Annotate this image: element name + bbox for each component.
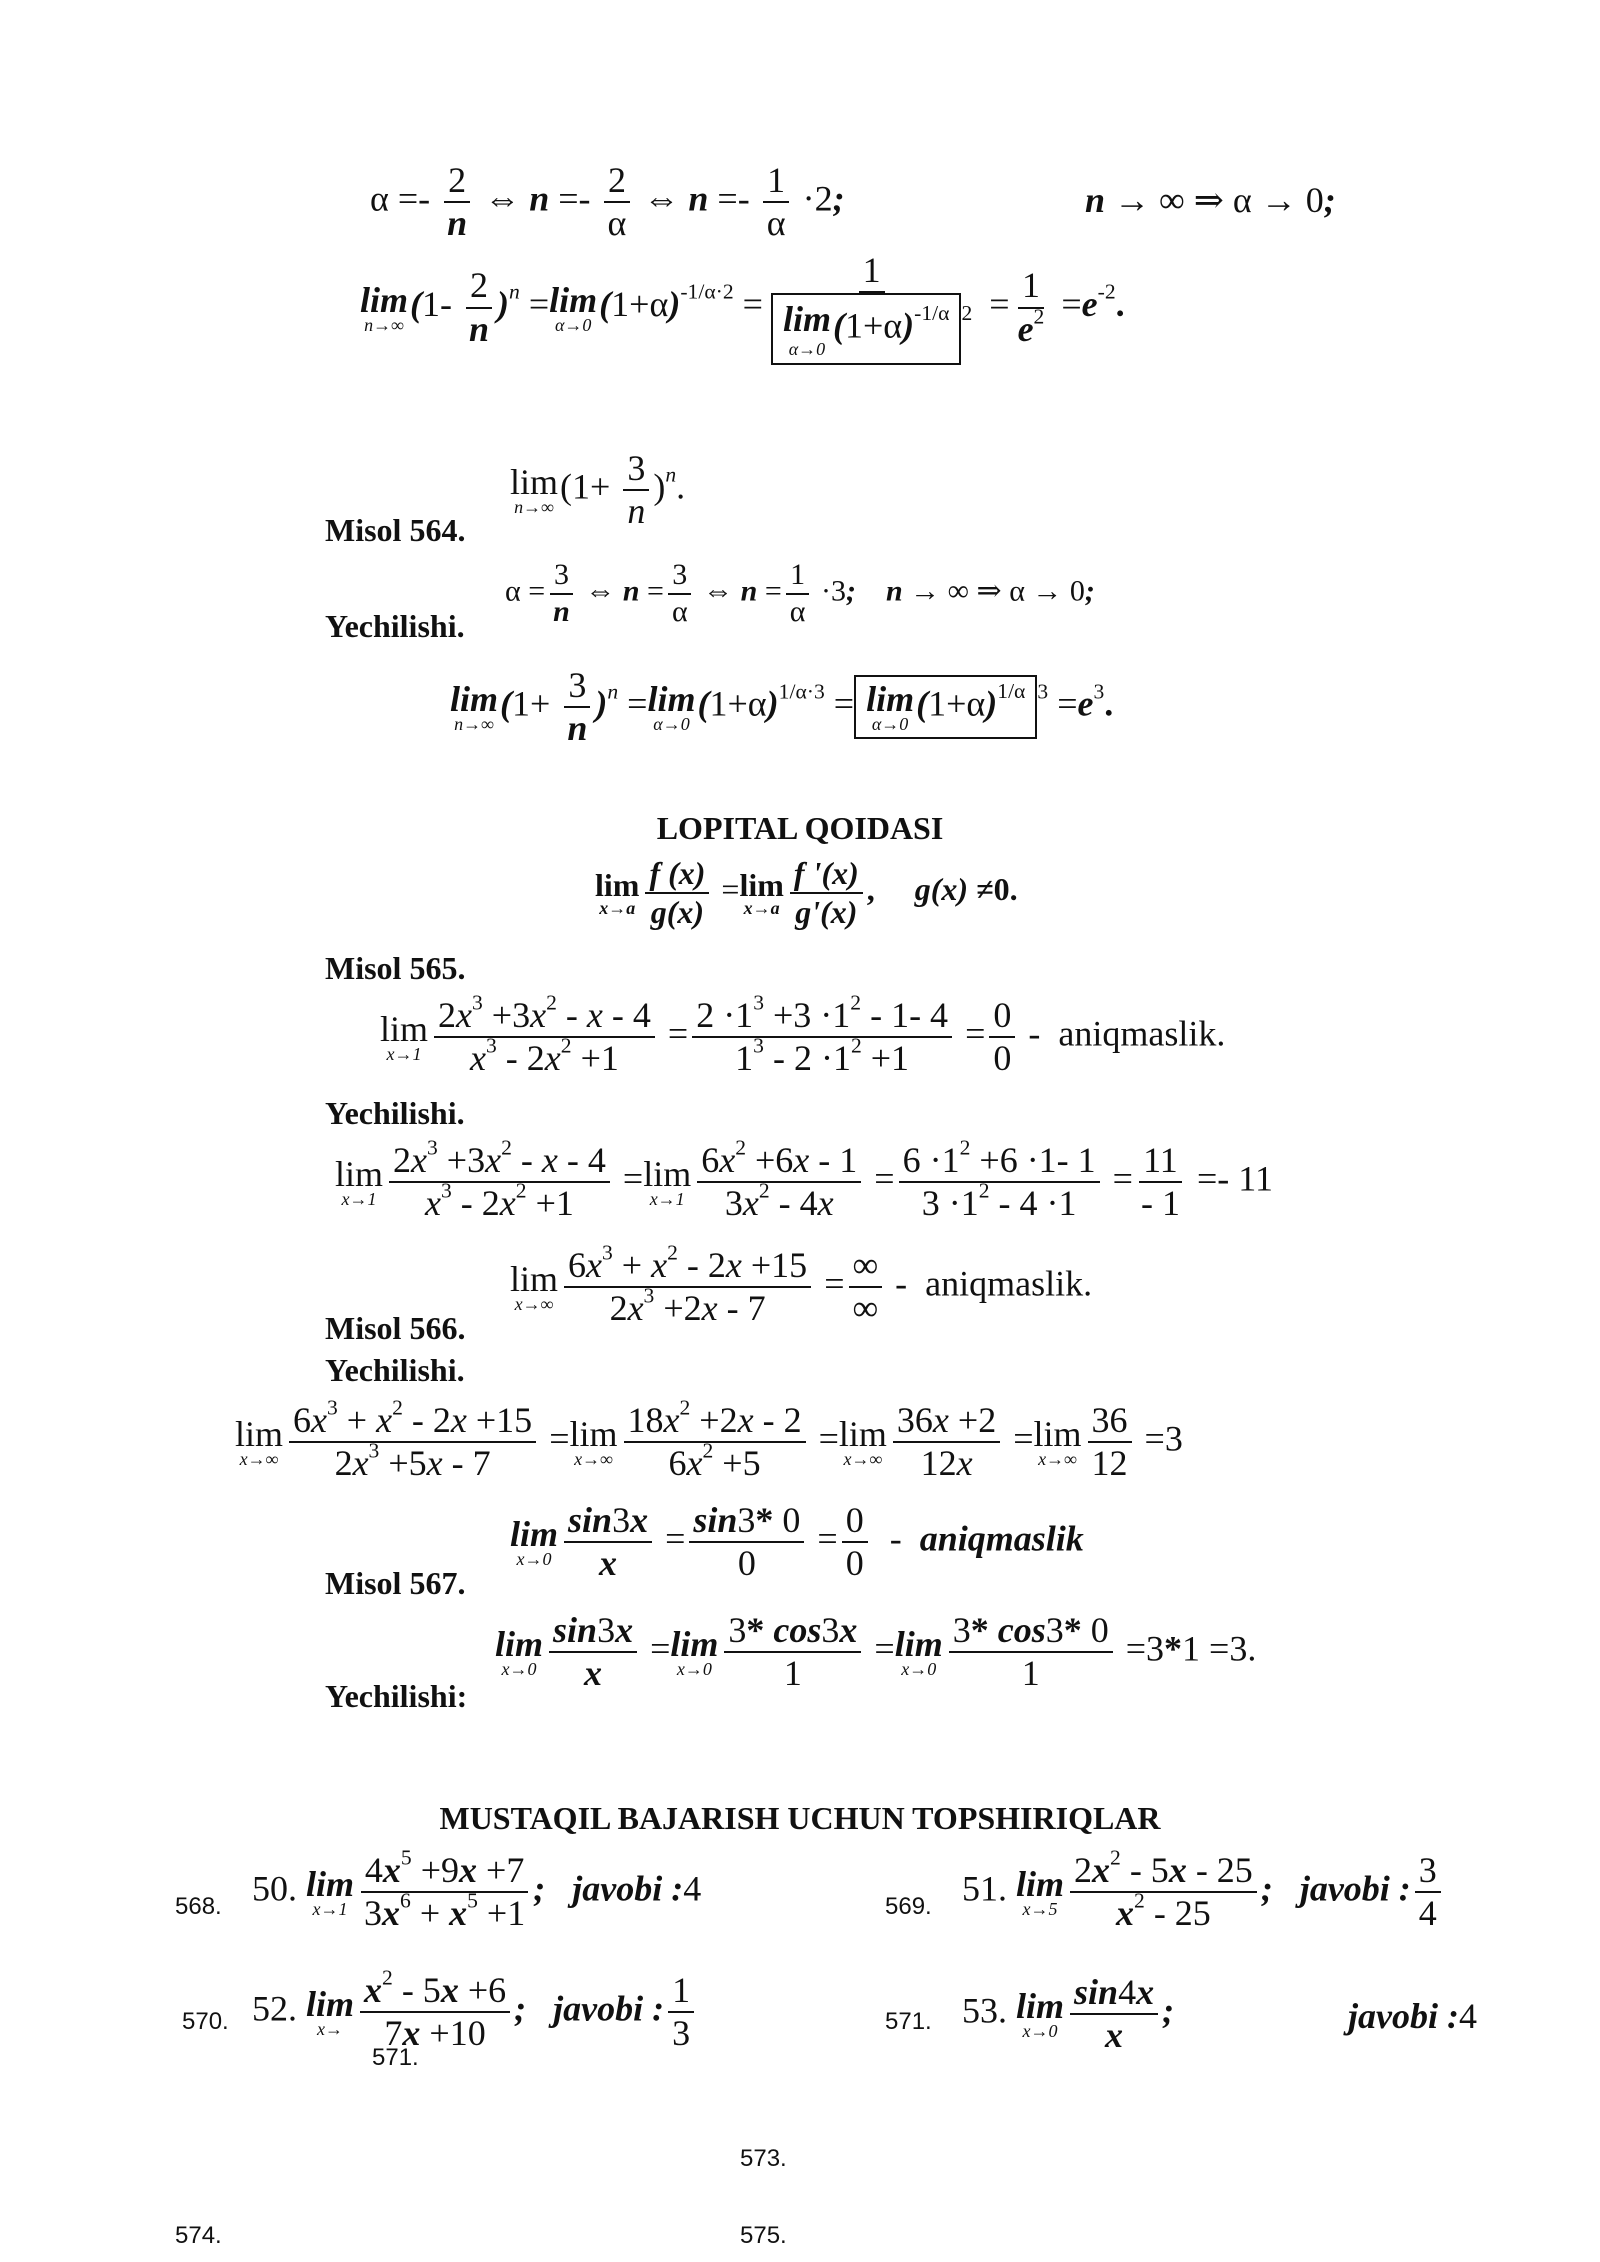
formula-limit-e-minus-2: lim n→∞ (1- $\frac{2}{n}$ )$^n$ = lim α→0 $(1+\alpha)^{-1/\alpha\cdot 2}$ = 1 lim α→0 $(1+\alpha)^{-1/\alpha}$ $^2$ = $\frac{1}{e^2}$ $=e^{-2}$.: [360, 250, 1125, 365]
formula-solution-566: lim x→∞ $\frac{6x^3 + x^2 - 2x +15}{2x^3 +5x - 7}$ = lim x→∞ $\frac{18x^2 +2x - 2}{6x^2 +5}$ = lim x→∞ $\frac{36x +2}{12x}$ = lim x→∞ $\frac{36}{12}$ =3: [235, 1395, 1183, 1484]
task-569-answer-den: 4: [1418, 1893, 1437, 1934]
misol-567-label: Misol 567.: [325, 1565, 466, 1601]
yechilishi-567-label: Yechilishi:: [325, 1678, 468, 1714]
lopital-heading: LOPITAL QOIDASI: [656, 810, 944, 846]
task-569-number: 569.: [885, 1893, 932, 1920]
javobi-568: javobi :: [572, 1868, 684, 1909]
task-571-answer: 4: [1458, 1996, 1477, 2036]
misol-564-label: Misol 564.: [325, 512, 466, 548]
yechilishi-565-label: Yechilishi.: [325, 1095, 465, 1131]
task-568-index: 50.: [252, 1868, 297, 1909]
javobi-569: javobi :: [1299, 1868, 1411, 1909]
task-568-answer: 4: [683, 1868, 702, 1909]
number-574: 574.: [175, 2222, 222, 2249]
task-570-index: 52.: [252, 1988, 297, 2029]
javobi-570: javobi :: [553, 1988, 665, 2029]
number-573: 573.: [740, 2145, 787, 2172]
formula-misol-564: lim n→∞ (1+ $\frac{3}{n}$ )$^n$.: [510, 448, 686, 532]
number-571-inline: 571.: [372, 2044, 419, 2071]
task-570-number: 570.: [182, 2008, 229, 2035]
formula-misol-567: lim x→0 $\frac{\sin 3x}{x}$ = $\frac{\sin 3* 0}{0}$ = $\frac{0}{0}$ - aniqmaslik: [510, 1500, 1084, 1584]
task-569-index: 51.: [962, 1868, 1007, 1909]
formula-solution-567: lim x→0 $\frac{\sin 3x}{x}$ = lim x→0 $\frac{3* \cos 3x}{1}$ = lim x→0 $\frac{3* \cos 3* 0}{1}$ =3*1 =3.: [495, 1610, 1257, 1694]
tasks-heading: MUSTAQIL BAJARISH UCHUN TOPSHIRIQLAR: [439, 1800, 1161, 1836]
task-571-formula: 53. lim x→0 $\frac{\sin 4x}{x}$ ;: [962, 1972, 1175, 2056]
aniqmaslik-567: aniqmaslik: [919, 1518, 1084, 1559]
task-569-answer-num: 3: [1415, 1850, 1441, 1893]
yechilishi-566-label: Yechilishi.: [325, 1352, 465, 1388]
misol-565-label: Misol 565.: [325, 950, 466, 986]
number-575: 575.: [740, 2222, 787, 2249]
formula-misol-565: lim x→1 $\frac{2x^3 +3x^2 - x - 4}{x^3 - 2x^2 +1}$ = $\frac{2 \cdot 1^3 +3 \cdot 1^2 - 1- 4}{1^3 - 2 \cdot 1^2 +1}$ = $\frac{0}{0}$ - aniqmaslik.: [380, 990, 1226, 1079]
javobi-571: javobi :: [1348, 1996, 1459, 2036]
task-571-number: 571.: [885, 2008, 932, 2035]
task-569-formula: 51. lim x→5 $\frac{2x^2 - 5x - 25}{x^2 - 25}$ ; javobi : $\frac{3}{4}$: [962, 1850, 1445, 1935]
task-568-number: 568.: [175, 1893, 222, 1920]
aniqmaslik-566: aniqmaslik.: [925, 1263, 1093, 1304]
formula-misol-566: lim x→∞ $\frac{6x^3 + x^2 - 2x +15}{2x^3 +2x - 7}$ = $\frac{\infty}{\infty}$ - aniqmaslik.: [510, 1240, 1093, 1329]
task-570-formula: 52. lim x→ $\frac{x^2 - 5x +6}{7x +10}$ ; javobi : $\frac{1}{3}$: [252, 1970, 698, 2055]
formula-substitution-564: α = $\frac{3}{n}$ ⇔ n = $\frac{3}{\alpha}$ ⇔ n = $\frac{1}{\alpha}$ ·3; n → ∞ ⇒ α → 0;: [505, 558, 1095, 628]
task-570-answer-num: 1: [668, 1970, 694, 2013]
misol-566-label: Misol 566.: [325, 1310, 466, 1346]
task-571-index: 53.: [962, 1990, 1007, 2031]
formula-lopital-rule: lim x→a $\frac{f (x)}{g(x)}$ = lim x→a $\frac{f '(x)}{g'(x)}$ , g(x) ≠0.: [595, 855, 1018, 930]
formula-solution-565: lim x→1 $\frac{2x^3 +3x^2 - x - 4}{x^3 - 2x^2 +1}$ = lim x→1 $\frac{6x^2 +6x - 1}{3x^2 - 4x}$ = $\frac{6 \cdot 1^2 +6 \cdot 1- 1}{3 \cdot 1^2 - 4 \cdot 1}$ = $\frac{11}{- 1}$ =- 11: [335, 1135, 1273, 1224]
formula-n-to-infinity: n → ∞ ⇒ α → 0;: [1085, 180, 1336, 220]
yechilishi-564-label: Yechilishi.: [325, 608, 465, 644]
formula-alpha-substitution: α =- $\frac{2}{n}$ ⇔ n =- $\frac{2}{\alpha}$ ⇔ n =- $\frac{1}{\alpha}$ ·2;: [370, 160, 845, 244]
formula-solution-564: lim n→∞ (1+ $\frac{3}{n}$ )$^n$ = lim α→0 $(1+\alpha)^{1/\alpha\cdot 3}$ = lim α→0 $(1+\alpha)^{1/\alpha}$ $^3 =e^3$.: [450, 665, 1114, 749]
task-570-answer-den: 3: [672, 2013, 691, 2054]
aniqmaslik-565: aniqmaslik.: [1058, 1013, 1226, 1054]
task-568-formula: 50. lim x→1 $\frac{4x^5 +9x +7}{3x^6 + x^5 +1}$ ; javobi :4: [252, 1845, 702, 1934]
task-571-answer-block: [1348, 1998, 1477, 2034]
